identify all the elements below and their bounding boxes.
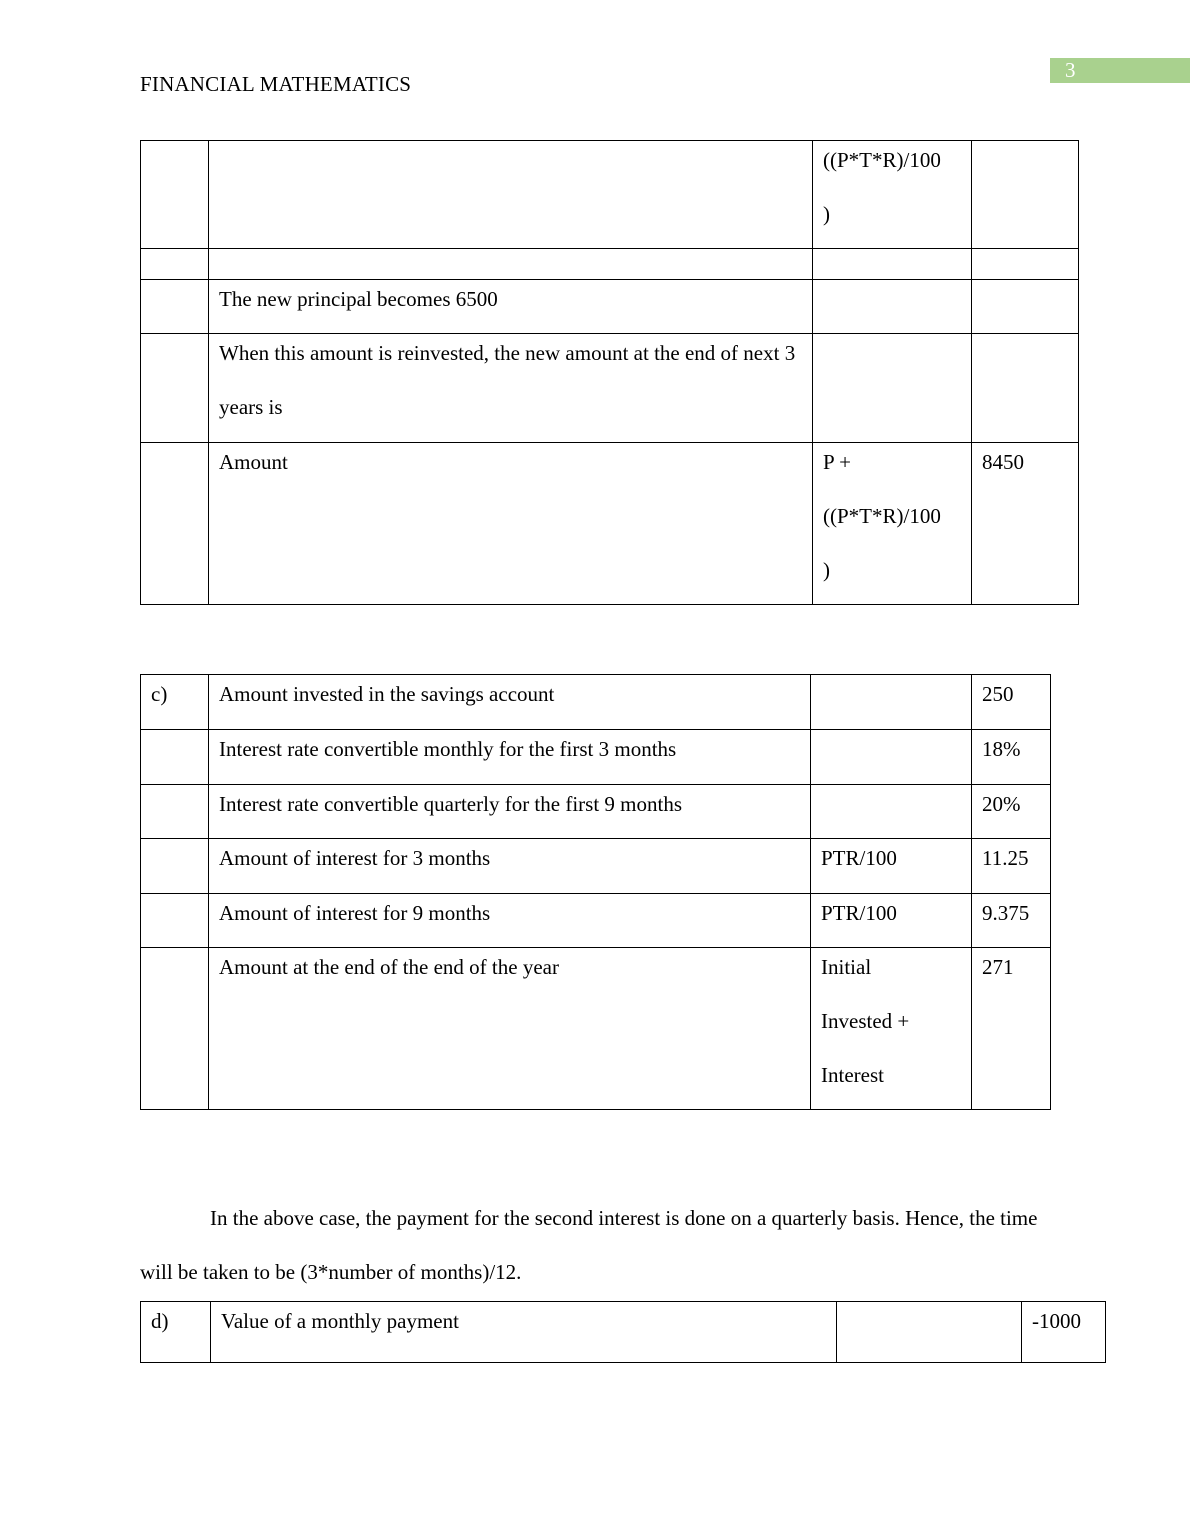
table-row bbox=[141, 334, 1079, 443]
value-text: 271 bbox=[982, 955, 1014, 979]
value-cell bbox=[972, 948, 1051, 1110]
monthly-payment-table bbox=[140, 1301, 1106, 1363]
description-cell bbox=[209, 443, 813, 605]
formula-text: ((P*T*R)/100 bbox=[823, 504, 941, 528]
compound-reinvestment-table bbox=[140, 140, 1079, 605]
formula-text: Initial bbox=[821, 955, 872, 979]
savings-account-table bbox=[140, 674, 1051, 1110]
formula-text: + bbox=[839, 450, 851, 474]
description-text: Interest rate convertible monthly for the first 3 months bbox=[219, 737, 677, 761]
description-text: The new principal becomes 6500 bbox=[219, 287, 498, 311]
description-text: Amount of interest for 3 months bbox=[219, 846, 491, 870]
formula-text: ) bbox=[823, 558, 830, 582]
description-text: When this amount is reinvested, the new amount at the end of next 3 years is bbox=[219, 341, 796, 419]
formula-text: Invested bbox=[821, 1009, 893, 1033]
value-text: 11.25 bbox=[982, 846, 1029, 870]
value-text: 8450 bbox=[982, 450, 1024, 474]
formula-line bbox=[823, 435, 961, 489]
formula-text: ) bbox=[823, 202, 830, 226]
label-cell bbox=[141, 1302, 211, 1363]
page-number: 3 bbox=[1050, 58, 1190, 83]
value-cell bbox=[1022, 1302, 1106, 1363]
value-cell bbox=[972, 334, 1079, 443]
description-text: Amount at the end of the end of the year bbox=[219, 955, 559, 979]
part-label: d) bbox=[151, 1309, 169, 1333]
value-cell bbox=[972, 443, 1079, 605]
table-cell bbox=[141, 443, 209, 605]
formula-text: Interest bbox=[821, 1063, 884, 1087]
value-text: -1000 bbox=[1032, 1309, 1081, 1333]
value-text: 9.375 bbox=[982, 901, 1030, 925]
formula-line bbox=[821, 994, 961, 1048]
header-title: FINANCIAL MATHEMATICS bbox=[140, 72, 412, 96]
label-cell bbox=[141, 730, 209, 785]
formula-cell bbox=[813, 443, 972, 605]
table-cell bbox=[141, 249, 209, 280]
label-cell bbox=[141, 948, 209, 1110]
label-cell bbox=[141, 894, 209, 948]
formula-text: P bbox=[823, 450, 834, 474]
description-text: Amount of interest for 9 months bbox=[219, 901, 491, 925]
formula-cell bbox=[811, 730, 972, 785]
description-cell bbox=[209, 948, 811, 1110]
label-cell bbox=[141, 675, 209, 730]
table-row bbox=[141, 1302, 1106, 1363]
formula-text: ((P*T*R)/100 bbox=[823, 148, 941, 172]
part-label: c) bbox=[151, 682, 168, 706]
formula-cell bbox=[811, 675, 972, 730]
description-text: Value of a monthly payment bbox=[221, 1309, 459, 1333]
description-text: Amount bbox=[219, 450, 288, 474]
formula-cell bbox=[813, 334, 972, 443]
label-cell bbox=[141, 839, 209, 894]
value-cell bbox=[972, 280, 1079, 334]
description-cell bbox=[209, 334, 813, 443]
table-row bbox=[141, 443, 1079, 605]
formula-cell bbox=[813, 249, 972, 280]
formula-text: PTR/100 bbox=[821, 846, 897, 870]
label-cell bbox=[141, 785, 209, 839]
table-cell bbox=[141, 280, 209, 334]
formula-text: PTR/100 bbox=[821, 901, 897, 925]
value-text: 18% bbox=[982, 737, 1021, 761]
formula-cell bbox=[837, 1302, 1022, 1363]
formula-text: + bbox=[897, 1009, 910, 1033]
value-text: 250 bbox=[982, 682, 1014, 706]
description-cell bbox=[211, 1302, 837, 1363]
table-cell bbox=[209, 141, 813, 249]
table-cell bbox=[141, 334, 209, 443]
table-row bbox=[141, 141, 1079, 249]
description-text: Interest rate convertible quarterly for the first 9 months bbox=[219, 792, 683, 816]
value-text: 20% bbox=[982, 792, 1021, 816]
value-cell bbox=[972, 249, 1079, 280]
description-text: Amount invested in the savings account bbox=[219, 682, 555, 706]
formula-cell bbox=[811, 948, 972, 1110]
value-cell bbox=[972, 141, 1079, 249]
formula-cell bbox=[813, 141, 972, 249]
explanation-paragraph: In the above case, the payment for the second interest is done on a quarterly basis. Hence, the time will be taken to be (3*number of months)/12. bbox=[140, 1206, 1038, 1284]
table-row bbox=[141, 948, 1051, 1110]
table-cell bbox=[141, 141, 209, 249]
formula-cell bbox=[813, 280, 972, 334]
